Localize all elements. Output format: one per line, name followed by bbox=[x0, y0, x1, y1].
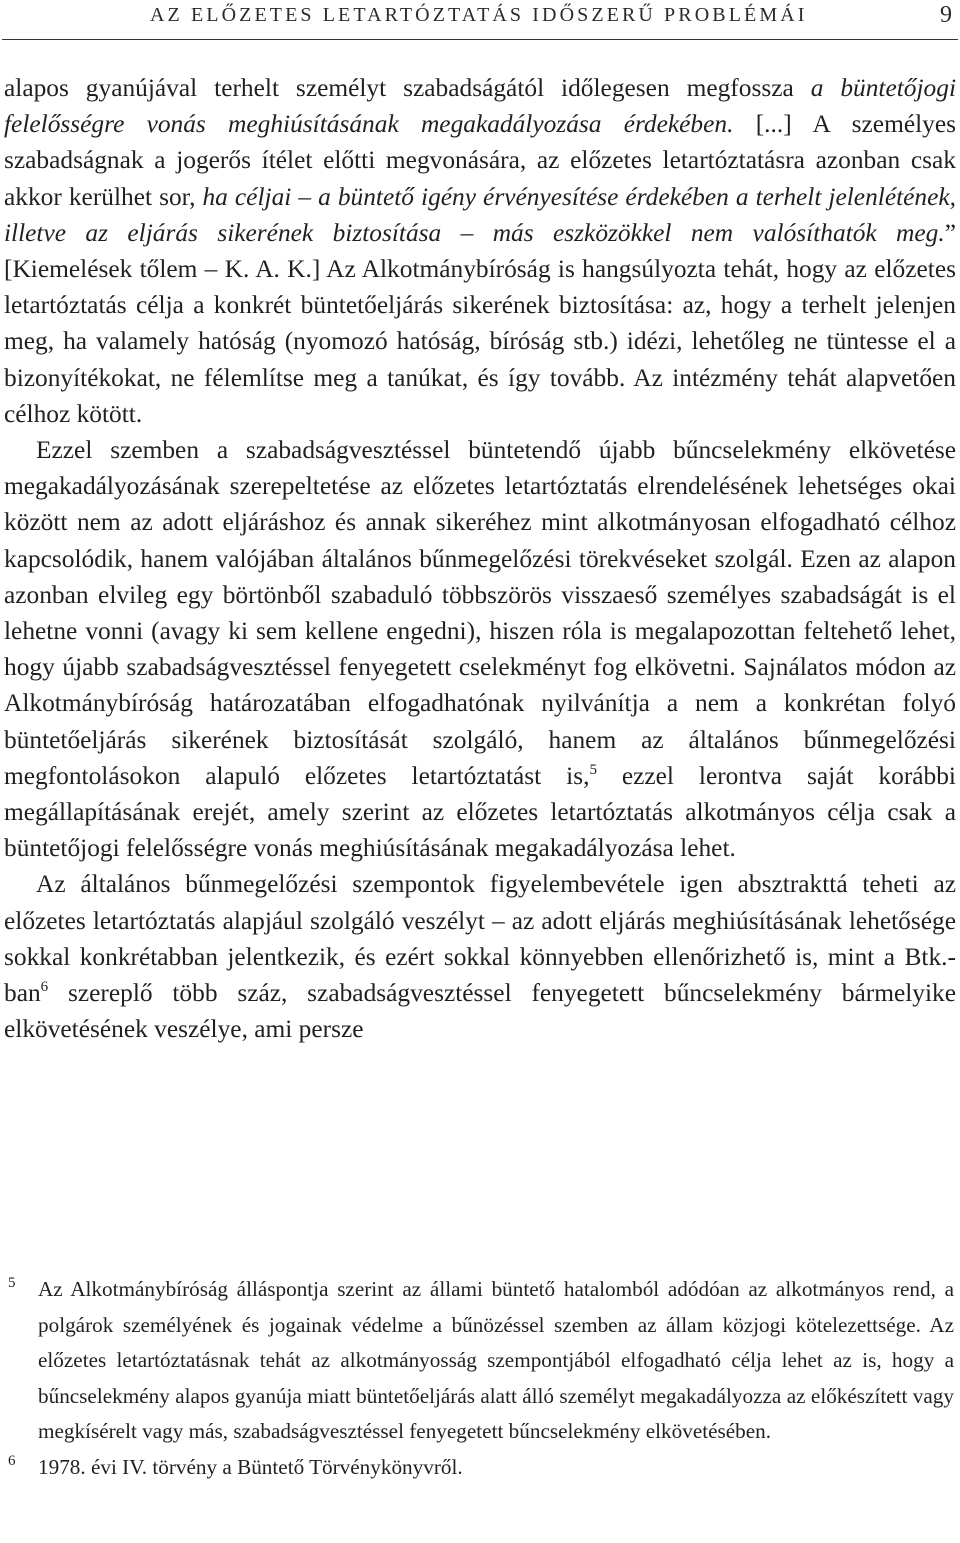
paragraph-2-text-b: ezzel lerontva saját korábbi megállapításának erejét, amely szerint az előzetes letartóztatás alkotmányos célja csak a büntetőjogi felelősségre vonás meghiúsításának megakadályozása lehet. bbox=[4, 761, 956, 863]
footnote-ref-5[interactable]: 5 bbox=[589, 761, 597, 778]
footnote-text: 1978. évi IV. törvény a Büntető Törvénykönyvről. bbox=[38, 1454, 463, 1479]
running-head: AZ ELŐZETES LETARTÓZTATÁS IDŐSZERŰ PROBLÉMÁI bbox=[150, 4, 808, 26]
body-text bbox=[4, 70, 956, 1047]
paragraph-3-text-a: Az általános bűnmegelőzési szempontok figyelembevétele igen absztrakttá teheti az előzetes letartóztatás alapjául szolgáló veszélyt – az adott eljárás meghiúsításának lehetősége sokkal konkrétabban jelentkezik, és ezért sokkal könnyebben ellenőrizhető is, mint a Btk.-ban bbox=[4, 870, 956, 1008]
footnotes bbox=[4, 1272, 954, 1485]
footnote-6 bbox=[4, 1450, 954, 1486]
paragraph-1-text-b: [...] A személyes szabadságnak a jogerős ítélet előtti megvonására, az előzetes letartóztatásra azonban csak akkor kerülhet sor, bbox=[4, 110, 957, 211]
paragraph-2 bbox=[4, 432, 956, 866]
paragraph-1 bbox=[4, 70, 956, 432]
paragraph-1-emphasis-a: a büntetőjogi felelősségre vonás meghiúsításának megakadályozása érdekében. bbox=[4, 74, 956, 139]
paragraph-2-text-a: Ezzel szemben a szabadságvesztéssel büntetendő újabb bűncselekmény elkövetése megakadályozásának szerepeltetése az előzetes letartóztatás elrendelésének lehetséges okai között nem az adott eljáráshoz és annak sikeréhez mint alkotmányosan elfogadható célhoz kapcsolódik, hanem valójában általános bűnmegelőzési törekvéseket szolgál. Ezen az alapon azonban elvileg egy börtönből szabaduló többszörös visszaeső személyes szabadságát is el lehetne vonni (avagy ki sem kellene engedni), hiszen róla is megalapozottan feltehető lehet, hogy újabb szabadságvesztéssel fenyegetett cselekményt fog elkövetni. Sajnálatos módon az Alkotmánybíróság határozatában elfogadhatónak nyilvánítja a nem a konkrétan folyó büntetőeljárás sikerének biztosítását szolgáló, hanem az általános bűnmegelőzési megfontolásokon alapuló előzetes letartóztatást is, bbox=[4, 436, 956, 790]
footnote-text: Az Alkotmánybíróság álláspontja szerint az állami büntető hatalomból adódóan az alkotmányos rend, a polgárok személyének és jogainak védelme a bűnözéssel szemben az állam közjogi kötelezettsége. Az előzetes letartóztatásnak tehát az alkotmányosság szempontjából elfogadható célja lehet az is, hogy a bűncselekmény alapos gyanúja miatt büntetőeljárás alatt álló személyt megakadályozza az előkészített vagy megkísérelt vagy más, szabadságvesztéssel fenyegetett bűncselekmény elkövetésében. bbox=[38, 1277, 954, 1443]
header-rule bbox=[2, 39, 958, 40]
paragraph-1-text-a: alapos gyanújával terhelt személyt szabadságától időlegesen megfossza bbox=[4, 74, 811, 102]
paragraph-3-text-b: szereplő több száz, szabadságvesztéssel fenyegetett bűncselekmény bármelyike elkövetésének veszélye, ami persze bbox=[4, 979, 956, 1044]
footnote-5 bbox=[4, 1272, 954, 1450]
paragraph-1-text-c: ” [Kiemelések tőlem – K. A. K.] Az Alkotmánybíróság is hangsúlyozta tehát, hogy az előzetes letartóztatás célja a konkrét büntetőeljárás sikerének biztosítása: az, hogy a terhelt jelenjen meg, ha valamely hatóság (nyomozó hatóság, bíróság stb.) idézi, lehetőleg ne tüntesse el a bizonyítékokat, ne félemlítse meg a tanúkat, és így tovább. Az intézmény tehát alapvetően célhoz kötött. bbox=[4, 218, 956, 428]
footnote-ref-6[interactable]: 6 bbox=[40, 979, 49, 996]
page-number: 9 bbox=[940, 2, 952, 28]
footnote-mark: 5 bbox=[8, 1275, 16, 1291]
page-header bbox=[0, 0, 960, 40]
footnote-mark: 6 bbox=[8, 1452, 16, 1469]
paragraph-1-emphasis-b: ha céljai – a büntető igény érvényesítése érdekében a terhelt jelenlétének, illetve az eljárás sikerének biztosítása – más eszközökkel nem valósíthatók meg. bbox=[4, 182, 957, 247]
paragraph-3 bbox=[4, 866, 956, 1047]
